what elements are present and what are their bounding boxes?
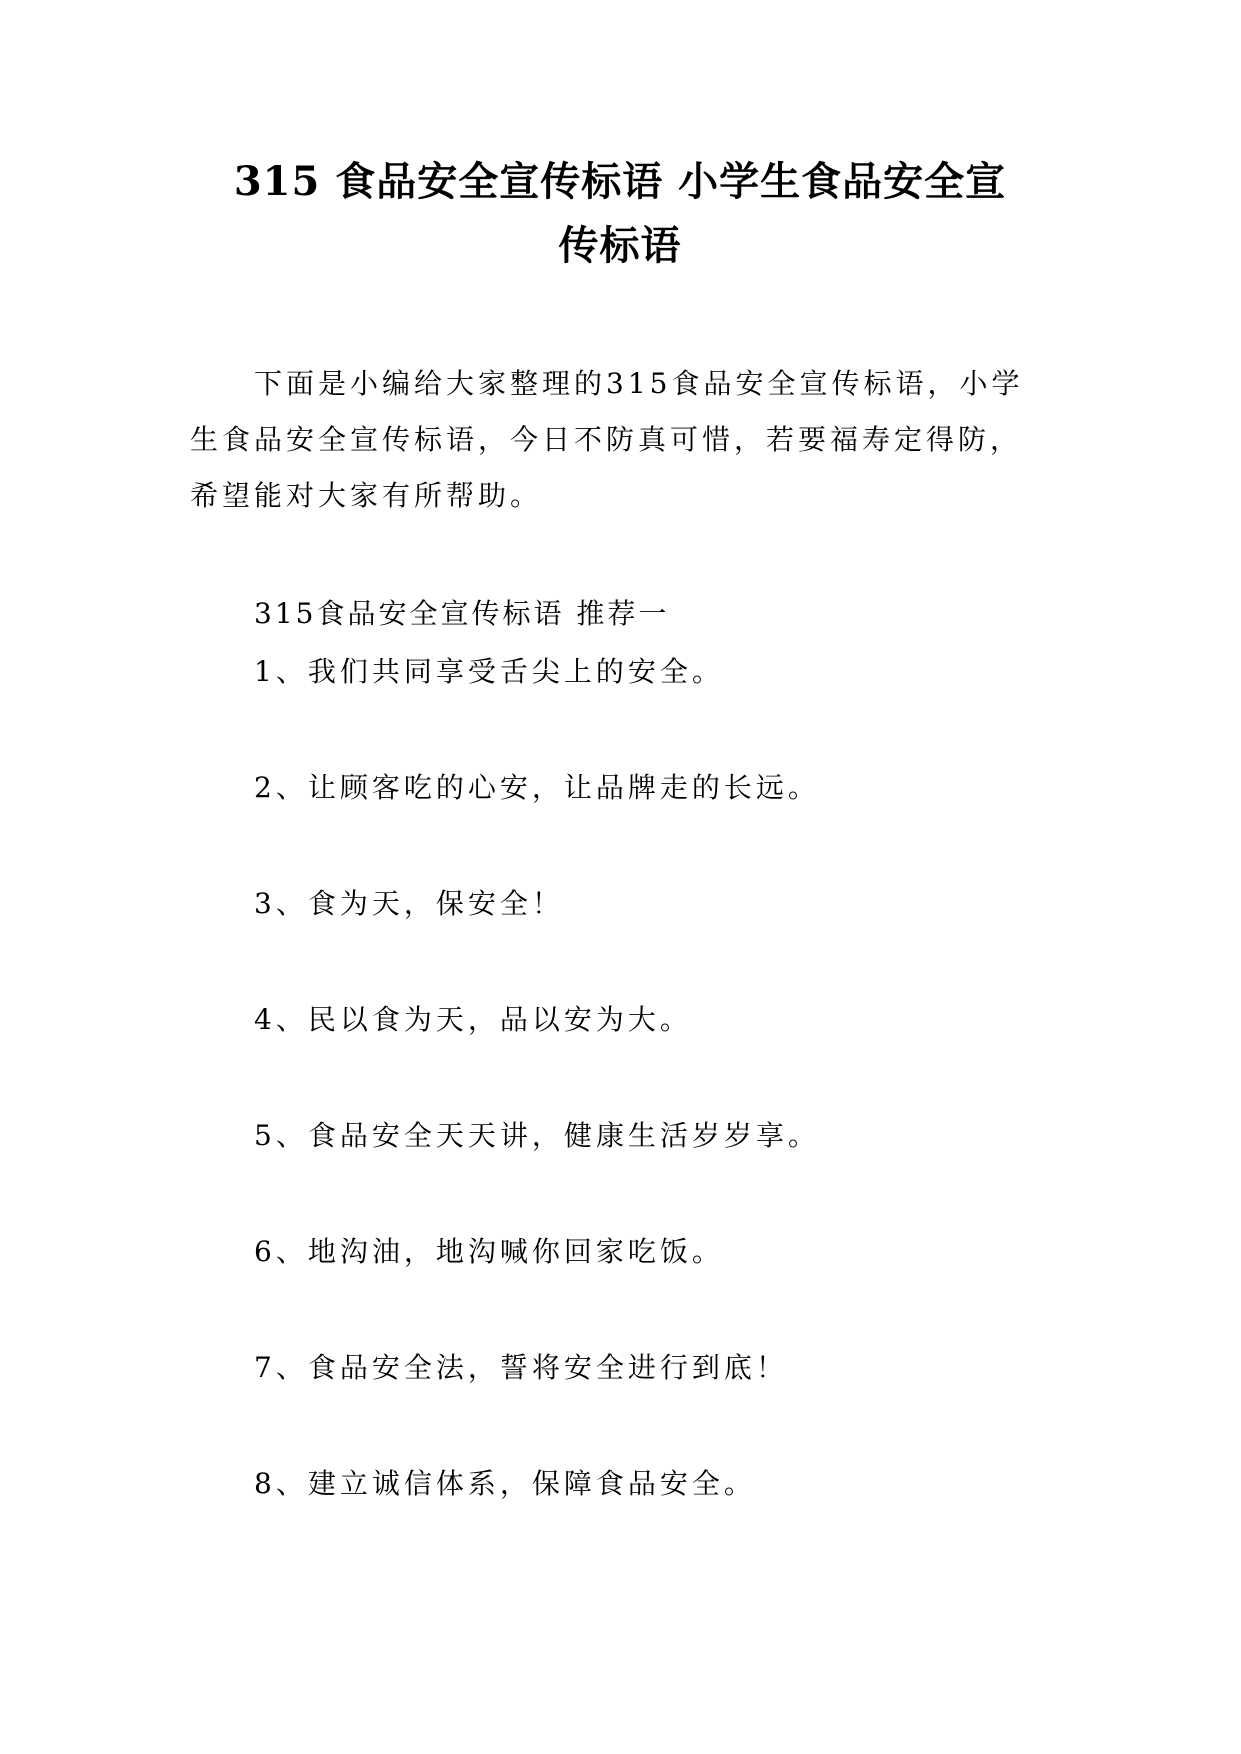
intro-paragraph	[190, 356, 1050, 524]
intro-line: 生食品安全宣传标语，今日不防真可惜，若要福寿定得防，	[190, 423, 1023, 456]
slogan-item: 2、让顾客吃的心安，让品牌走的长远。	[254, 771, 820, 804]
section-heading: 315食品安全宣传标语 推荐一	[254, 597, 670, 630]
title-line-2: 传标语	[558, 222, 682, 269]
slogan-item: 1、我们共同享受舌尖上的安全。	[254, 655, 724, 688]
slogan-list	[254, 644, 820, 1572]
document-title	[180, 150, 1060, 278]
intro-line: 希望能对大家有所帮助。	[190, 479, 543, 512]
slogan-item: 7、食品安全法，誓将安全进行到底！	[254, 1351, 788, 1384]
slogan-item: 4、民以食为天，品以安为大。	[254, 1003, 692, 1036]
intro-line: 下面是小编给大家整理的315食品安全宣传标语，小学	[254, 367, 1024, 400]
slogan-item: 8、建立诚信体系，保障食品安全。	[254, 1467, 756, 1500]
slogan-item: 5、食品安全天天讲，健康生活岁岁享。	[254, 1119, 820, 1152]
slogan-item: 3、食为天，保安全！	[254, 887, 564, 920]
slogan-item: 6、地沟油，地沟喊你回家吃饭。	[254, 1235, 724, 1268]
title-line-1: 315 食品安全宣传标语 小学生食品安全宣	[233, 158, 1007, 205]
